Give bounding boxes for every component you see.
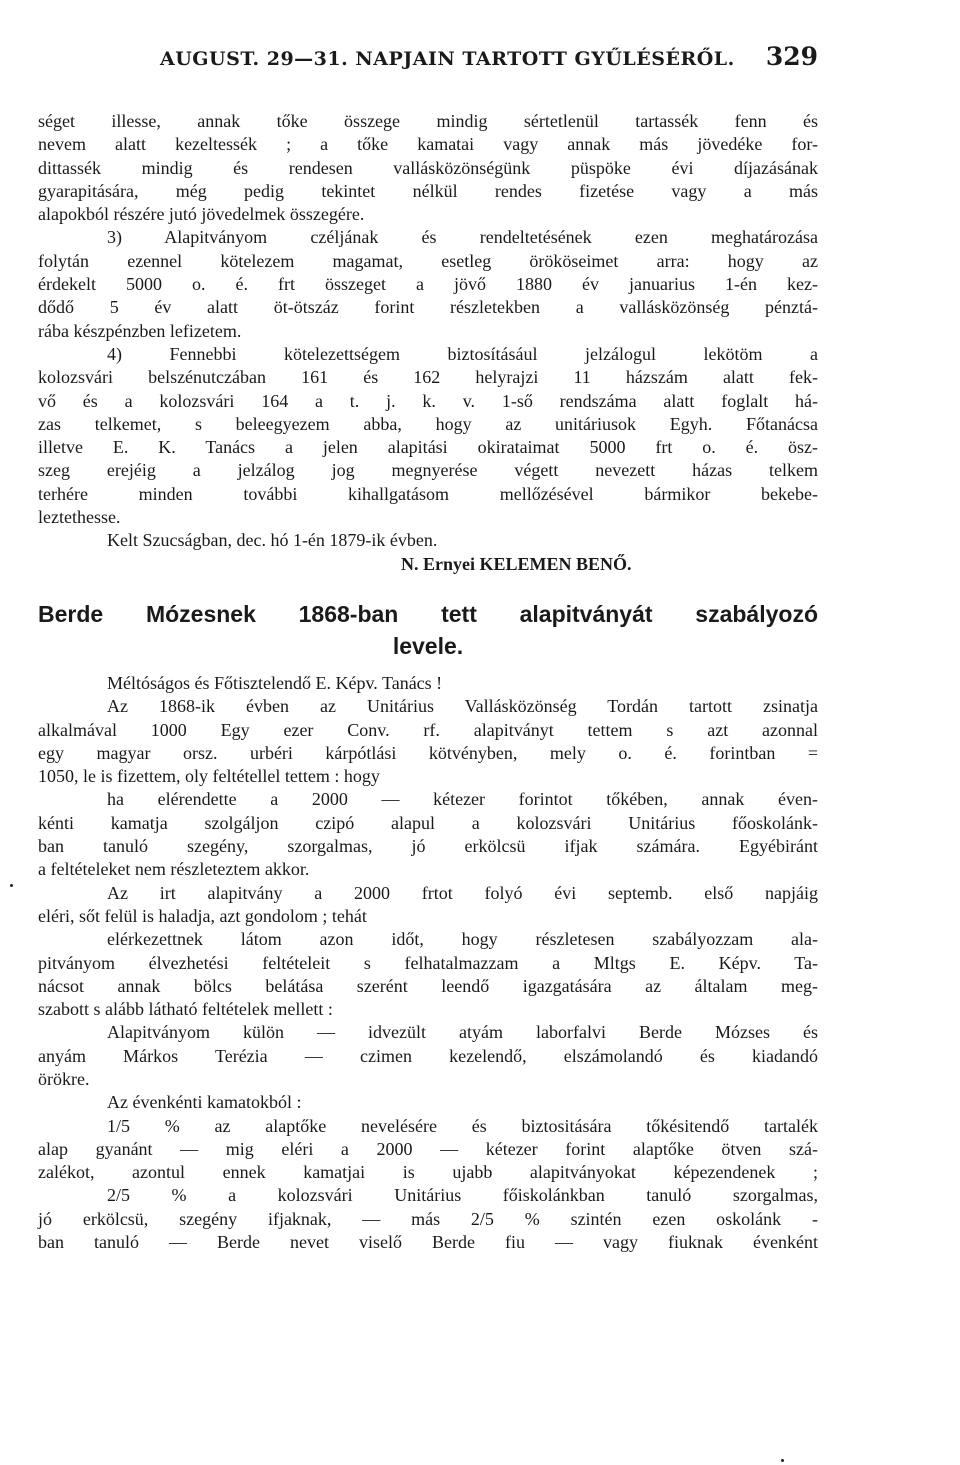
text-line: alap gyanánt — mig eléri a 2000 — kétezer forint alaptőke ötven szá-	[38, 1138, 818, 1159]
text-line: alapokból részére jutó jövedelmek összegére.	[38, 204, 365, 225]
running-head-title: AUGUST. 29—31. NAPJAIN TARTOTT GYŰLÉSÉRŐL.	[160, 48, 735, 70]
text-line: anyám Márkos Terézia — czimen kezelendő, elszámolandó és kiadandó	[38, 1045, 818, 1066]
heading-line: levele.	[392, 632, 464, 659]
text-line: 2/5 % a kolozsvári Unitárius főiskolánkban tanuló szorgalmas,	[107, 1185, 818, 1206]
date-line: Kelt Szucságban, dec. hó 1-én 1879-ik évben.	[107, 530, 438, 551]
text-line: Az évenkénti kamatokból :	[107, 1092, 302, 1113]
running-head	[38, 38, 818, 82]
text-line: Az 1868-ik évben az Unitárius Vallásközönség Tordán tartott zsinatja	[107, 696, 818, 717]
signature-block	[38, 529, 818, 576]
text-line: alkalmával 1000 Egy ezer Conv. rf. alapitványt tettem s azt azonnal	[38, 719, 818, 740]
text-line: nácsot annak bölcs belátása szerént leendő igazgatására az általam meg-	[38, 975, 818, 996]
text-line: folytán ezennel kötelezem magamat, esetleg örököseimet arra: hogy az	[38, 250, 818, 271]
text-line: ban tanuló szegény, szorgalmas, jó erkölcsü ifjak számára. Egyébiránt	[38, 836, 818, 857]
first-letter	[38, 110, 818, 576]
text-line: rába készpénzben lefizetem.	[38, 320, 242, 341]
text-line: séget illesse, annak tőke összege mindig sértetlenül tartassék fenn és	[38, 111, 818, 131]
text-line: leztethesse.	[38, 507, 121, 528]
text-line: szeg erejéig a jelzálog jog megnyerése végett nevezett házas telkem	[38, 460, 818, 481]
text-line: vő és a kolozsvári 164 a t. j. k. v. 1-ső rendszáma alatt foglalt há-	[38, 390, 818, 411]
text-line: gyarapitására, még pedig tekintet nélkül rendes fizetése vagy a más	[38, 180, 818, 201]
document-page	[38, 38, 818, 1254]
text-line: jó erkölcsü, szegény ifjaknak, — más 2/5 % szintén ezen oskolánk -	[38, 1208, 818, 1229]
text-line: érdekelt 5000 o. é. frt összeget a jövő 1880 év januarius 1-én kez-	[38, 274, 818, 295]
text-line: 3) Alapitványom czéljának és rendeltetésének ezen meghatározása	[107, 227, 818, 248]
section-heading	[38, 598, 818, 662]
text-line: illetve E. K. Tanács a jelen alapitási okirataimat 5000 frt o. é. ösz-	[38, 437, 818, 458]
second-letter	[38, 672, 818, 1254]
text-line: 1050, le is fizettem, oly feltétellel tettem : hogy	[38, 766, 380, 787]
text-line: ha elérendette a 2000 — kétezer forintot tőkében, annak éven-	[107, 789, 818, 810]
text-line: 1/5 % az alaptőke nevelésére és biztositására tőkésitendő tartalék	[107, 1115, 818, 1136]
text-line: ban tanuló — Berde nevet viselő Berde fiu — vagy fiuknak évenként	[38, 1232, 818, 1253]
text-line: terhére minden további kihallgatásom mellőzésével bármikor bekebe-	[38, 483, 818, 504]
text-line: eléri, sőt felül is haladja, azt gondolom ; tehát	[38, 905, 367, 926]
greeting: Méltóságos és Főtisztelendő E. Képv. Tanács !	[107, 672, 443, 693]
text-line: Az irt alapitvány a 2000 frtot folyó évi septemb. első napjáig	[107, 882, 818, 903]
text-line: kolozsvári belszénutczában 161 és 162 helyrajzi 11 házszám alatt fek-	[38, 367, 818, 388]
text-line: kénti kamatja szolgáljon czipó alapul a kolozsvári Unitárius főoskolánk-	[38, 812, 818, 833]
text-line: pitványom élvezhetési feltételeit s felhatalmazzam a Mltgs E. Képv. Ta-	[38, 952, 818, 973]
text-line: elérkezettnek látom azon időt, hogy részletesen szabályozzam ala-	[107, 929, 818, 950]
stray-mark	[781, 1459, 784, 1462]
text-line: dittassék mindig és rendesen vallásközönségünk püspöke évi díjazásának	[38, 157, 818, 178]
text-line: dődő 5 év alatt öt-ötszáz forint részletekben a vallásközönség pénztá-	[38, 297, 818, 318]
text-line: zas telkemet, s beleegyezem abba, hogy az unitáriusok Egyh. Főtanácsa	[38, 413, 818, 434]
text-line: Alapitványom külön — idvezült atyám laborfalvi Berde Mózses és	[107, 1022, 818, 1043]
text-line: 4) Fennebbi kötelezettségem biztosításául jelzálogul lekötöm a	[107, 343, 818, 364]
page-number: 329	[765, 42, 818, 71]
text-line: szabott s alább látható feltételek mellett :	[38, 999, 333, 1020]
text-line: nevem alatt kezeltessék ; a tőke kamatai vagy annak más jövedéke for-	[38, 134, 818, 155]
heading-line: Berde Mózesnek 1868-ban tett alapitványát szabályozó	[38, 600, 818, 627]
text-line: zalékot, azontul ennek kamatjai is ujabb alapitványokat képezendenek ;	[38, 1162, 818, 1183]
text-line: a feltételeket nem részleteztem akkor.	[38, 859, 310, 880]
text-line: egy magyar orsz. urbéri kárpótlási kötvényben, mely o. é. forintban =	[38, 742, 818, 763]
stray-mark	[10, 884, 13, 887]
text-line: örökre.	[38, 1068, 90, 1089]
signature: N. Ernyei KELEMEN BENŐ.	[401, 553, 632, 574]
